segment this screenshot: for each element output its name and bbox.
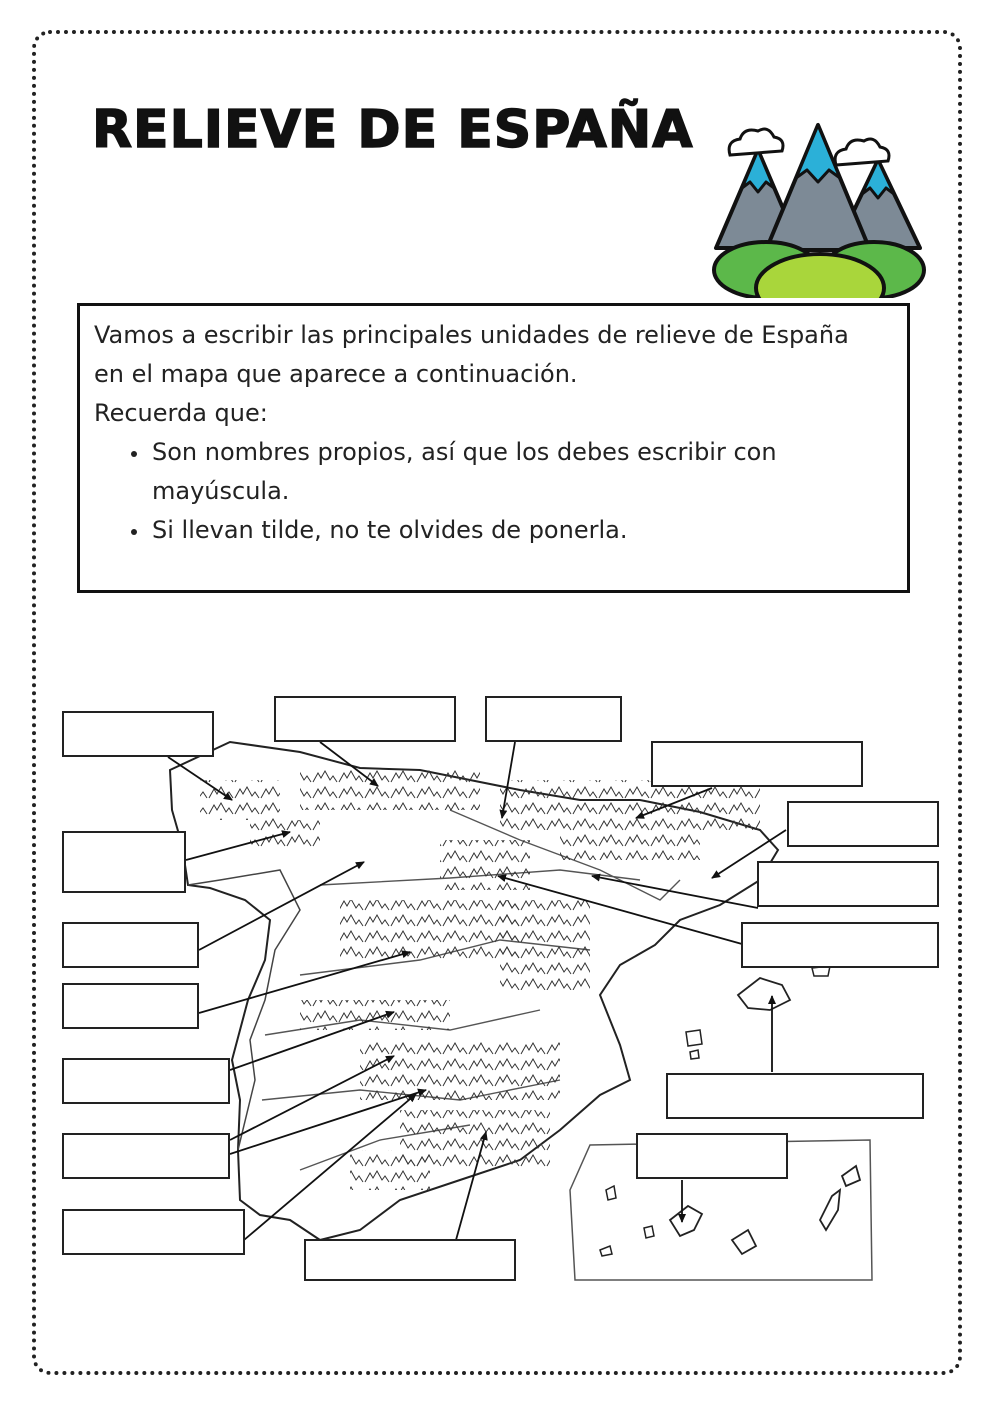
instructions-line-2: en el mapa que aparece a continuación. bbox=[94, 360, 578, 388]
instructions-list bbox=[112, 433, 893, 550]
instructions-bullet-1: • Son nombres propios, así que los debes escribir con mayúscula. bbox=[150, 433, 893, 511]
instructions-bullet-2: • Si llevan tilde, no te olvides de ponerla. bbox=[150, 511, 893, 550]
answer-box-14[interactable] bbox=[304, 1239, 516, 1281]
answer-box-1[interactable] bbox=[62, 711, 214, 757]
answer-box-6[interactable] bbox=[757, 861, 939, 907]
answer-box-9[interactable] bbox=[62, 922, 199, 968]
answer-box-3[interactable] bbox=[485, 696, 622, 742]
instructions-line-1: Vamos a escribir las principales unidades de relieve de España bbox=[94, 321, 849, 349]
answer-box-15[interactable] bbox=[666, 1073, 924, 1119]
mountains-illustration-icon bbox=[708, 120, 928, 305]
answer-box-16[interactable] bbox=[636, 1133, 788, 1179]
answer-box-10[interactable] bbox=[62, 983, 199, 1029]
answer-box-5[interactable] bbox=[787, 801, 939, 847]
answer-box-11[interactable] bbox=[62, 1058, 230, 1104]
answer-box-8[interactable] bbox=[62, 831, 186, 893]
answer-box-4[interactable] bbox=[651, 741, 863, 787]
answer-box-13[interactable] bbox=[62, 1209, 245, 1255]
answer-box-2[interactable] bbox=[274, 696, 456, 742]
answer-box-12[interactable] bbox=[62, 1133, 230, 1179]
page-title: RELIEVE DE ESPAÑA bbox=[92, 100, 694, 160]
instructions-line-3: Recuerda que: bbox=[94, 399, 268, 427]
instructions-box bbox=[77, 303, 910, 593]
answer-box-7[interactable] bbox=[741, 922, 939, 968]
